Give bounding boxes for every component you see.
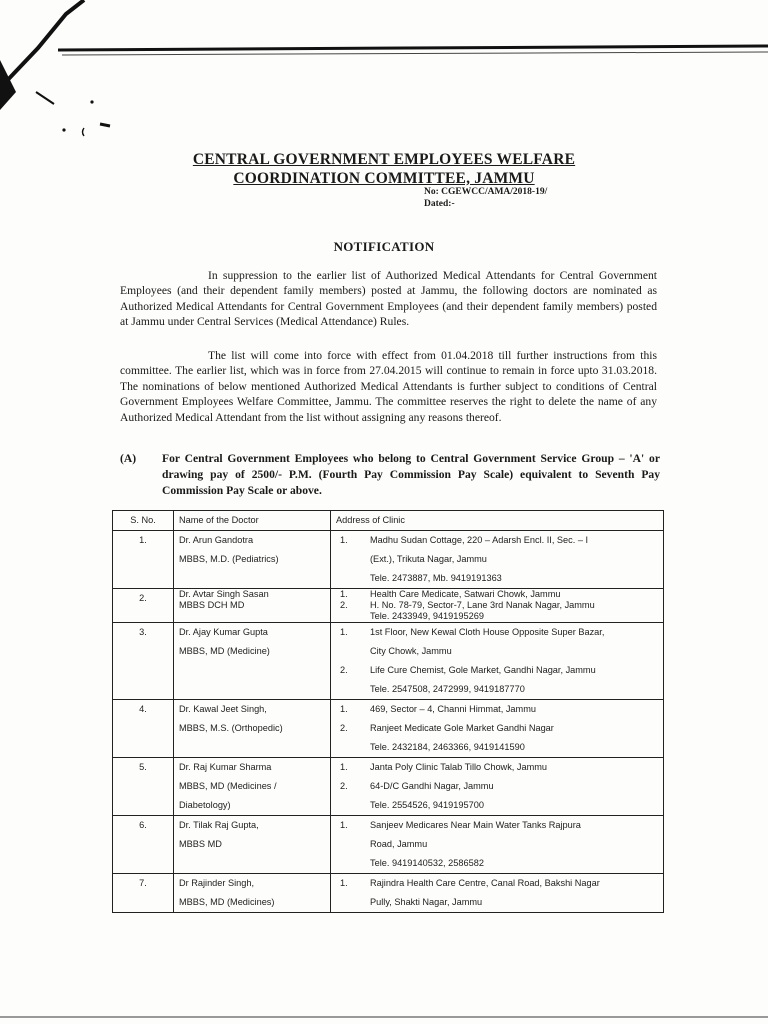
address-line bbox=[336, 719, 658, 738]
address-text: Pully, Shakti Nagar, Jammu bbox=[370, 897, 483, 907]
scan-artefact-marks bbox=[0, 0, 768, 160]
committee-title-line-1: CENTRAL GOVERNMENT EMPLOYEES WELFARE bbox=[192, 151, 576, 168]
address-number: 2. bbox=[340, 600, 348, 610]
doctor-name: Dr. Arun Gandotra bbox=[179, 535, 254, 545]
address-line bbox=[336, 611, 658, 622]
section-a-label: (A) bbox=[120, 452, 137, 465]
address-line bbox=[336, 854, 658, 873]
serial-number: 1. bbox=[113, 531, 174, 589]
address-text: Tele. 2432184, 2463366, 9419141590 bbox=[370, 742, 525, 752]
address-text: 469, Sector – 4, Channi Himmat, Jammu bbox=[370, 704, 536, 714]
address-line bbox=[336, 661, 658, 680]
committee-title-line-2: COORDINATION COMMITTEE, JAMMU bbox=[233, 170, 535, 187]
clinic-address-cell bbox=[331, 758, 664, 816]
address-line bbox=[336, 680, 658, 699]
address-line bbox=[336, 531, 658, 550]
address-number bbox=[336, 550, 370, 569]
doctor-cell bbox=[174, 589, 331, 623]
address-text: (Ext.), Trikuta Nagar, Jammu bbox=[370, 554, 487, 564]
doctor-cell bbox=[174, 816, 331, 874]
address-text: Tele. 2473887, Mb. 9419191363 bbox=[370, 573, 502, 583]
address-text: H. No. 78-79, Sector-7, Lane 3rd Nanak Nagar, Jammu bbox=[370, 600, 595, 610]
clinic-address-cell bbox=[331, 816, 664, 874]
doctor-cell bbox=[174, 874, 331, 913]
notification-heading: NOTIFICATION bbox=[333, 239, 435, 254]
address-line bbox=[336, 642, 658, 661]
doctor-cell bbox=[174, 758, 331, 816]
clinic-address-cell bbox=[331, 589, 664, 623]
serial-number: 7. bbox=[113, 874, 174, 913]
address-text: Tele. 2547508, 2472999, 9419187770 bbox=[370, 684, 525, 694]
doctor-qualification: MBBS, M.S. (Orthopedic) bbox=[179, 723, 283, 733]
doctor-qualification: Diabetology) bbox=[179, 800, 231, 810]
address-number bbox=[336, 569, 370, 588]
notification-paragraph-1: In suppression to the earlier list of Authorized Medical Attendants for Central Government Employees (and their dependent family members) posted at Jammu, the following doctors are nominated as Authorized Medical Attendants for Central Government Employees (and their dependent family members) posted at Jammu under Central Services (Medical Attendance) Rules. bbox=[120, 269, 657, 329]
address-number bbox=[336, 854, 370, 873]
address-number bbox=[336, 611, 370, 622]
table-row bbox=[113, 700, 664, 758]
clinic-address-cell bbox=[331, 874, 664, 913]
table-body bbox=[113, 531, 664, 913]
address-line bbox=[336, 777, 658, 796]
address-text: Road, Jammu bbox=[370, 839, 428, 849]
scan-bottom-edge bbox=[0, 1016, 768, 1018]
table-row bbox=[113, 623, 664, 700]
doctor-name: Dr. Kawal Jeet Singh, bbox=[179, 704, 267, 714]
address-number: 1. bbox=[340, 627, 348, 637]
address-text: Madhu Sudan Cottage, 220 – Adarsh Encl. II, Sec. – I bbox=[370, 535, 589, 545]
address-text: Tele. 9419140532, 2586582 bbox=[370, 858, 484, 868]
header-sno: S. No. bbox=[113, 511, 174, 531]
address-number: 2. bbox=[340, 781, 348, 791]
table-header-row bbox=[113, 511, 664, 531]
doctor-qualification: MBBS MD bbox=[179, 839, 222, 849]
table-row bbox=[113, 589, 664, 623]
doctor-qualification: MBBS, MD (Medicines) bbox=[179, 897, 275, 907]
address-line bbox=[336, 589, 658, 600]
table-row bbox=[113, 816, 664, 874]
address-line bbox=[336, 796, 658, 815]
address-text: Sanjeev Medicares Near Main Water Tanks Rajpura bbox=[370, 820, 581, 830]
address-number: 2. bbox=[340, 665, 348, 675]
address-line bbox=[336, 816, 658, 835]
doctor-qualification: MBBS, M.D. (Pediatrics) bbox=[179, 554, 279, 564]
dated-label: Dated:- bbox=[424, 199, 455, 209]
serial-number: 4. bbox=[113, 700, 174, 758]
serial-number: 2. bbox=[113, 589, 174, 623]
address-line bbox=[336, 893, 658, 912]
doctor-cell bbox=[174, 623, 331, 700]
serial-number: 6. bbox=[113, 816, 174, 874]
address-number: 1. bbox=[340, 820, 348, 830]
doctor-name: Dr. Raj Kumar Sharma bbox=[179, 762, 272, 772]
address-text: Rajindra Health Care Centre, Canal Road, Bakshi Nagar bbox=[370, 878, 600, 888]
address-line bbox=[336, 758, 658, 777]
doctor-cell bbox=[174, 531, 331, 589]
address-line bbox=[336, 569, 658, 588]
section-a-text: For Central Government Employees who belong to Central Government Service Group – 'A' or drawing pay of 2500/- P.M. (Fourth Pay Commission Pay Scale) equivalent to Seventh Pay Commission Pay Scale or above. bbox=[162, 452, 660, 497]
address-line bbox=[336, 623, 658, 642]
header-clinic-address: Address of Clinic bbox=[331, 511, 664, 531]
table-row bbox=[113, 874, 664, 913]
address-text: 64-D/C Gandhi Nagar, Jammu bbox=[370, 781, 494, 791]
doctor-qualification: MBBS, MD (Medicines / bbox=[179, 781, 277, 791]
section-a bbox=[120, 451, 660, 499]
address-text: Tele. 2554526, 9419195700 bbox=[370, 800, 484, 810]
address-line bbox=[336, 700, 658, 719]
address-line bbox=[336, 835, 658, 854]
address-number: 1. bbox=[340, 878, 348, 888]
address-number bbox=[336, 680, 370, 699]
serial-number: 3. bbox=[113, 623, 174, 700]
address-number: 2. bbox=[340, 723, 348, 733]
address-number bbox=[336, 835, 370, 854]
clinic-address-cell bbox=[331, 700, 664, 758]
doctor-name: Dr Rajinder Singh, bbox=[179, 878, 255, 888]
doctor-name: Dr. Ajay Kumar Gupta bbox=[179, 627, 268, 637]
header-doctor-name: Name of the Doctor bbox=[174, 511, 331, 531]
address-text: Janta Poly Clinic Talab Tillo Chowk, Jammu bbox=[370, 762, 548, 772]
address-text: Tele. 2433949, 9419195269 bbox=[370, 611, 484, 621]
address-text: Health Care Medicate, Satwari Chowk, Jammu bbox=[370, 589, 561, 599]
address-line bbox=[336, 874, 658, 893]
doctor-qualification: MBBS DCH MD bbox=[179, 600, 245, 610]
address-text: 1st Floor, New Kewal Cloth House Opposite Super Bazar, bbox=[370, 627, 605, 637]
reference-number: No: CGEWCC/AMA/2018-19/ bbox=[424, 187, 548, 197]
notification-paragraph-2: The list will come into force with effect from 01.04.2018 till further instructions from this committee. The earlier list, which was in force from 27.04.2015 will continue to remain in force upto 31.03.2018. The nominations of below mentioned Authorized Medical Attendants is further subject to conditions of Central Government Employees Welfare Committee, Jammu. The committee reserves the right to delete the name of any Authorized Medical Attendant from the list without assigning any reasons thereof. bbox=[120, 349, 657, 424]
clinic-address-cell bbox=[331, 531, 664, 589]
doctor-cell bbox=[174, 700, 331, 758]
address-line bbox=[336, 738, 658, 757]
address-number: 1. bbox=[340, 589, 348, 599]
address-line bbox=[336, 550, 658, 569]
address-text: Life Cure Chemist, Gole Market, Gandhi Nagar, Jammu bbox=[370, 665, 596, 675]
address-number: 1. bbox=[340, 762, 348, 772]
address-number bbox=[336, 738, 370, 757]
address-number: 1. bbox=[340, 704, 348, 714]
serial-number: 5. bbox=[113, 758, 174, 816]
address-number bbox=[336, 796, 370, 815]
table-row bbox=[113, 531, 664, 589]
address-line bbox=[336, 600, 658, 611]
doctor-qualification: MBBS, MD (Medicine) bbox=[179, 646, 270, 656]
address-number bbox=[336, 642, 370, 661]
address-text: City Chowk, Jammu bbox=[370, 646, 452, 656]
address-text: Ranjeet Medicate Gole Market Gandhi Nagar bbox=[370, 723, 554, 733]
clinic-address-cell bbox=[331, 623, 664, 700]
doctor-name: Dr. Tilak Raj Gupta, bbox=[179, 820, 259, 830]
address-number bbox=[336, 893, 370, 912]
authorized-doctors-table bbox=[112, 510, 664, 913]
document-header bbox=[0, 150, 768, 188]
table-row bbox=[113, 758, 664, 816]
doctor-name: Dr. Avtar Singh Sasan bbox=[179, 589, 269, 599]
address-number: 1. bbox=[340, 535, 348, 545]
